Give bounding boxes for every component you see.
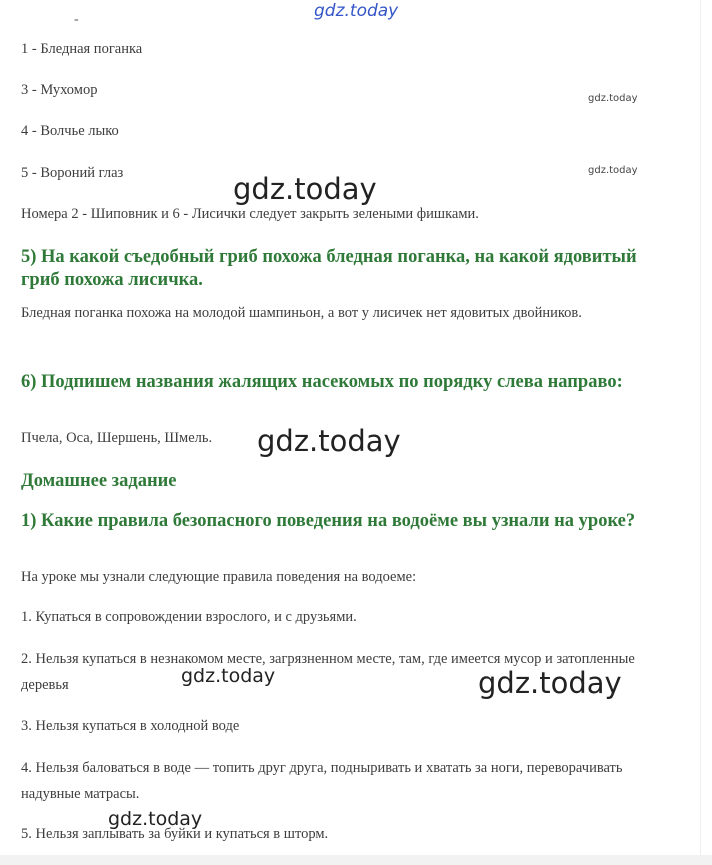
rule-item: 1. Купаться в сопровождении взрослого, и с друзьями. <box>21 609 357 625</box>
watermark-medium: gdz.today <box>181 665 276 687</box>
list-item: 4 - Волчье лыко <box>21 123 119 139</box>
question-5-heading: 5) На какой съедобный гриб похожа бледная поганка, на какой ядовитый гриб похожа лисичка. <box>21 247 637 290</box>
watermark-large: gdz.today <box>478 666 622 700</box>
rule-item: 3. Нельзя купаться в холодной воде <box>21 718 240 734</box>
question-5-answer: Бледная поганка похожа на молодой шампиньон, а вот у лисичек нет ядовитых двойников. <box>21 305 582 321</box>
watermark-small: gdz.today <box>588 93 638 104</box>
watermark-medium: gdz.today <box>108 808 203 830</box>
rule-item: 2. Нельзя купаться в незнакомом месте, загрязненном месте, там, где имеется мусор и затопленные деревья <box>21 651 635 693</box>
homework-intro: На уроке мы узнали следующие правила поведения на водоеме: <box>21 569 417 585</box>
list-item: 1 - Бледная поганка <box>21 41 143 57</box>
homework-heading: Домашнее задание <box>21 471 177 491</box>
question-6-heading: 6) Подпишем названия жалящих насекомых по порядку слева направо: <box>21 372 623 392</box>
note-text: Номера 2 - Шиповник и 6 - Лисички следует закрыть зелеными фишками. <box>21 206 479 222</box>
watermark-large: gdz.today <box>233 172 377 206</box>
question-6-answer: Пчела, Оса, Шершень, Шмель. <box>21 430 213 446</box>
list-item: 3 - Мухомор <box>21 82 98 98</box>
separator-dash: - <box>74 12 79 27</box>
page-footer-strip <box>0 855 712 865</box>
watermark-small: gdz.today <box>588 165 638 176</box>
watermark-top: gdz.today <box>314 1 399 21</box>
rule-item: 4. Нельзя баловаться в воде — топить друг друга, подныривать и хватать за ноги, переворачивать надувные матрасы. <box>21 760 623 802</box>
homework-question-1-heading: 1) Какие правила безопасного поведения на водоёме вы узнали на уроке? <box>21 511 636 531</box>
rule-item: 5. Нельзя заплывать за буйки и купаться в шторм. <box>21 826 329 842</box>
list-item: 5 - Вороний глаз <box>21 165 124 181</box>
page-border <box>700 0 701 865</box>
watermark-large: gdz.today <box>257 424 401 458</box>
